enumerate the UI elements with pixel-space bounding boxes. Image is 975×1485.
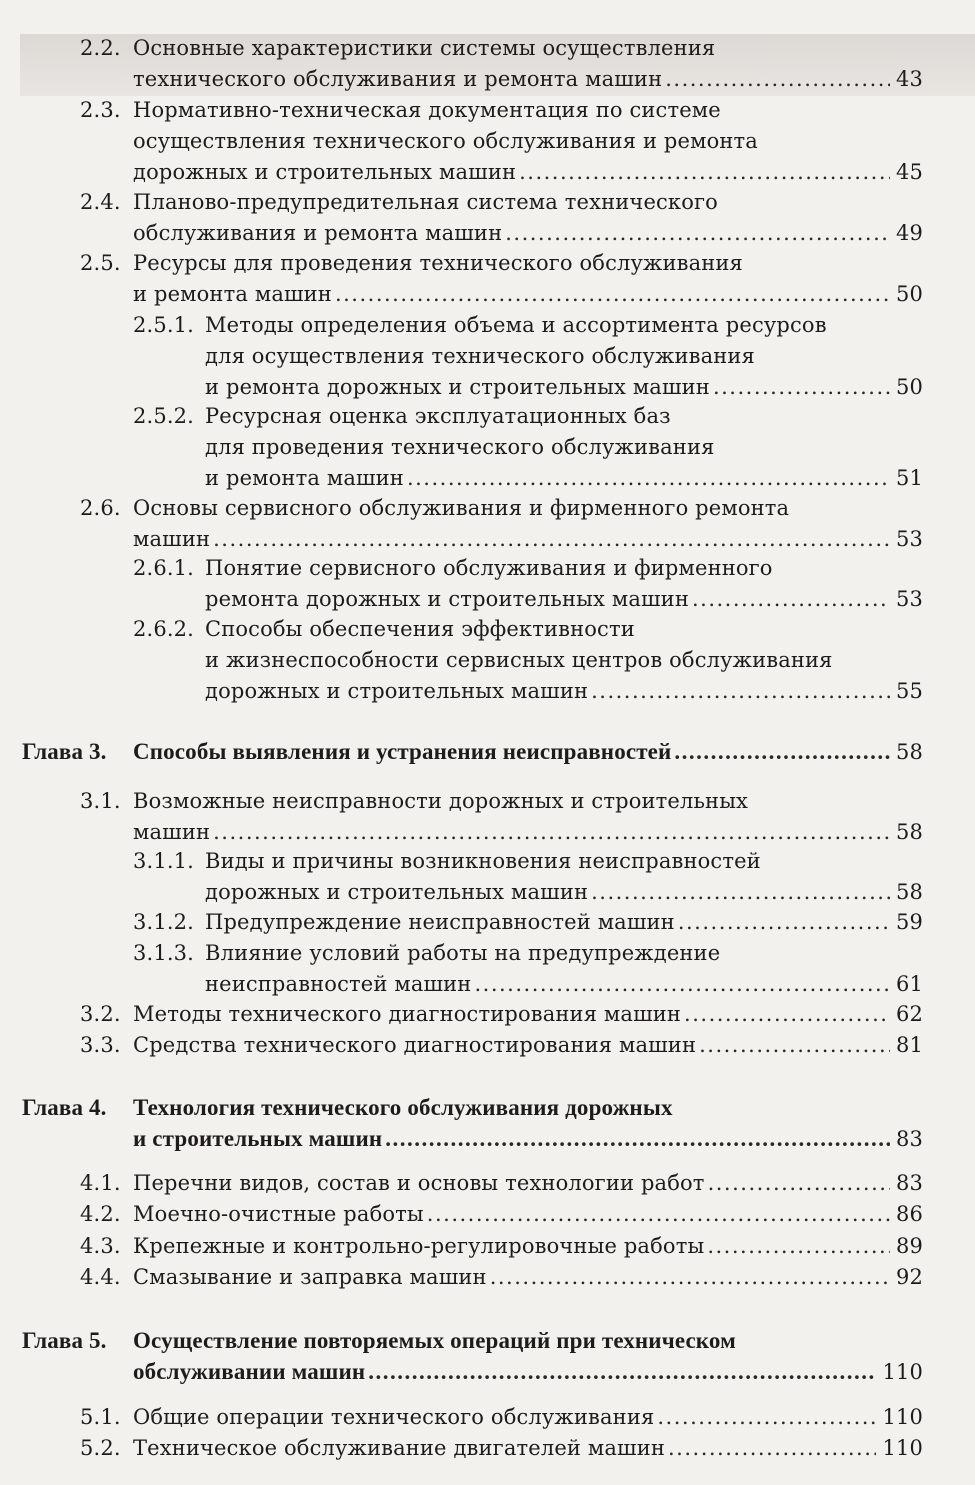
dot-leader [519,157,890,188]
toc-title-text: дорожных и строительных машин [205,679,589,703]
toc-title-text: дорожных и строительных машин [205,880,589,904]
page-number: 58 [895,820,923,844]
section-number: 2.3. [80,98,121,122]
toc-line [205,553,923,584]
chapter-number: Глава 5. [22,1328,107,1353]
toc-line-last [133,999,923,1030]
toc-title-text: Осуществление повторяемых операций при техническом [133,1328,736,1353]
toc-title-text: Планово-предупредительная система технического [133,190,718,214]
page-number: 89 [895,1234,923,1258]
section-number: 4.2. [80,1202,121,1226]
dot-leader [665,64,890,95]
toc-title-text: Методы технического диагностирования машин [133,1002,682,1026]
toc-line-last [205,372,923,403]
toc-line-last [133,1199,923,1230]
toc-line-last [133,1402,923,1433]
dot-leader [591,877,890,908]
toc-line [205,310,923,341]
toc-line [133,1325,923,1356]
page-number: 83 [895,1171,923,1195]
toc-title-text: Смазывание и заправка машин [133,1265,487,1289]
toc-title-text: для осуществления технического обслуживания [205,344,755,368]
toc-line-last [133,157,923,188]
page-number: 86 [895,1202,923,1226]
toc-title-text: Общие операции технического обслуживания [133,1405,655,1429]
toc-line [133,1092,923,1123]
page-number: 53 [895,527,923,551]
toc-title-text: Технология технического обслуживания дорожных [133,1095,673,1120]
section-number: 3.1. [80,789,121,813]
toc-title-text: машин [133,820,211,844]
toc-title-text: и строительных машин [133,1126,383,1151]
toc-title-text: машин [133,527,211,551]
page-number: 50 [895,375,923,399]
toc-line [205,938,923,969]
chapter-number: Глава 4. [22,1095,107,1120]
toc-title-text: Моечно-очистные работы [133,1202,424,1226]
dot-leader [407,463,890,494]
toc-title-text: Способы обеспечения эффективности [205,617,635,641]
section-number: 4.4. [80,1265,121,1289]
toc-line-last [133,736,923,767]
toc-line-last [133,1262,923,1293]
dot-leader [692,584,890,615]
toc-line-last [133,1231,923,1262]
toc-title-text: ремонта дорожных и строительных машин [205,587,689,611]
toc-line-last [133,279,923,310]
page-number: 61 [895,972,923,996]
toc-title-text: Основные характеристики системы осуществления [133,36,716,60]
dot-leader [707,1231,890,1262]
toc-title-text: Виды и причины возникновения неисправностей [205,849,761,873]
toc-title-text: дорожных и строительных машин [133,160,517,184]
dot-leader [505,218,890,249]
toc-title-text: Крепежные и контрольно-регулировочные работы [133,1234,705,1258]
toc-line-last [205,877,923,908]
page-number: 45 [895,160,923,184]
dot-leader [708,1168,890,1199]
toc-title-text: Методы определения объема и ассортимента ресурсов [205,313,827,337]
toc-line-last [205,463,923,494]
section-number: 4.3. [80,1234,121,1258]
toc-line-last [133,1123,923,1154]
section-number: 3.1.1. [133,849,195,873]
toc-title-text: и ремонта машин [205,466,404,490]
dot-leader [213,524,890,555]
toc-line [133,786,923,817]
dot-leader [678,907,890,938]
dot-leader [335,279,890,310]
toc-line-last [133,64,923,95]
section-number: 2.6.1. [133,556,195,580]
section-number: 3.2. [80,1002,121,1026]
section-number: 2.5.1. [133,313,195,337]
section-number: 3.3. [80,1033,121,1057]
section-number: 5.2. [80,1436,121,1460]
toc-title-text: Средства технического диагностирования машин [133,1033,697,1057]
page-number: 62 [895,1002,923,1026]
toc-title-text: обслуживании машин [133,1359,366,1384]
toc-title-text: Нормативно-техническая документация по системе [133,98,721,122]
dot-leader [657,1402,876,1433]
toc-line [133,33,923,64]
toc-line-last [205,584,923,615]
dot-leader [474,969,890,1000]
toc-line [205,846,923,877]
page-number: 51 [895,466,923,490]
dot-leader [368,1356,876,1387]
toc-line [205,341,923,372]
toc-title-text: Способы выявления и устранения неисправностей [133,739,672,764]
toc-line [205,614,923,645]
page-number: 110 [882,1405,923,1429]
toc-title-text: и ремонта дорожных и строительных машин [205,375,710,399]
toc-title-text: Основы сервисного обслуживания и фирменного ремонта [133,496,790,520]
toc-title-text: технического обслуживания и ремонта машин [133,67,663,91]
toc-title-text: Влияние условий работы на предупреждение [205,941,721,965]
page-number: 83 [895,1127,923,1151]
dot-leader [684,999,890,1030]
toc-line-last [133,1168,923,1199]
toc-line [205,432,923,463]
page-number: 50 [895,282,923,306]
chapter-number: Глава 3. [22,739,107,764]
page-number: 58 [895,880,923,904]
section-number: 2.4. [80,190,121,214]
page-number: 110 [882,1436,923,1460]
toc-line [133,493,923,524]
toc-title-text: Перечни видов, состав и основы технологии работ [133,1171,705,1195]
toc-line-last [205,969,923,1000]
toc-line-last [205,676,923,707]
dot-leader [490,1262,890,1293]
toc-line [133,248,923,279]
section-number: 3.1.3. [133,941,195,965]
section-number: 2.6. [80,496,121,520]
toc-line-last [133,1433,923,1464]
toc-title-text: осуществления технического обслуживания и ремонта [133,129,758,153]
section-number: 2.5.2. [133,404,195,428]
toc-line [205,401,923,432]
toc-line [133,95,923,126]
page-number: 81 [895,1033,923,1057]
toc-title-text: и ремонта машин [133,282,332,306]
toc-line [133,126,923,157]
page-number: 55 [895,679,923,703]
page-number: 92 [895,1265,923,1289]
dot-leader [427,1199,890,1230]
page-number: 53 [895,587,923,611]
dot-leader [699,1030,890,1061]
toc-line [133,187,923,218]
section-number: 2.5. [80,251,121,275]
toc-line-last [133,1356,923,1387]
section-number: 4.1. [80,1171,121,1195]
dot-leader [591,676,890,707]
toc-title-text: Предупреждение неисправностей машин [205,910,675,934]
toc-title-text: неисправностей машин [205,972,472,996]
toc-title-text: обслуживания и ремонта машин [133,221,503,245]
page-number: 59 [895,910,923,934]
toc-title-text: Ресурсная оценка эксплуатационных баз [205,404,671,428]
dot-leader [213,817,890,848]
dot-leader [674,736,890,767]
toc-title-text: для проведения технического обслуживания [205,435,715,459]
section-number: 3.1.2. [133,910,195,934]
toc-title-text: Техническое обслуживание двигателей машин [133,1436,665,1460]
page-number: 43 [895,67,923,91]
page-number: 58 [895,740,923,764]
section-number: 2.6.2. [133,617,195,641]
toc-line-last [133,218,923,249]
dot-leader [385,1123,890,1154]
toc-line-last [133,524,923,555]
toc-line-last [133,1030,923,1061]
page-number: 49 [895,221,923,245]
toc-line-last [205,907,923,938]
toc-title-text: Возможные неисправности дорожных и строительных [133,789,749,813]
page-number: 110 [882,1360,923,1384]
dot-leader [713,372,890,403]
toc-line [205,645,923,676]
section-number: 5.1. [80,1405,121,1429]
section-number: 2.2. [80,36,121,60]
toc-title-text: Понятие сервисного обслуживания и фирменного [205,556,773,580]
toc-line-last [133,817,923,848]
toc-title-text: и жизнеспособности сервисных центров обслуживания [205,648,833,672]
toc-title-text: Ресурсы для проведения технического обслуживания [133,251,743,275]
dot-leader [668,1433,876,1464]
